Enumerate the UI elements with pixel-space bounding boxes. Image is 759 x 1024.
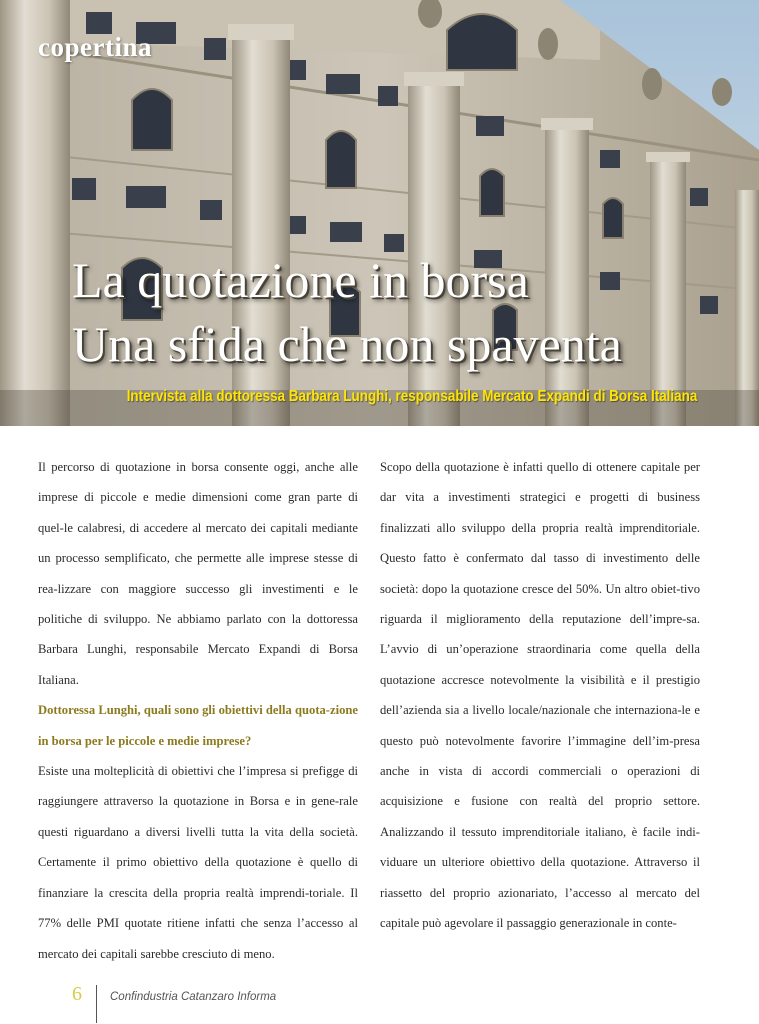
headline-line-1: La quotazione in borsa — [72, 252, 529, 308]
headline-line-2: Una sfida che non spaventa — [72, 316, 622, 372]
page-number: 6 — [72, 983, 82, 1005]
answer-paragraph-continued: Scopo della quotazione è infatti quello di ottenere capitale per dar vita a investimenti strategici e progetti di business finalizzati allo sviluppo della propria realtà imprenditoriale. Questo fatto è confermato dal tasso di investimento delle società: dopo la quotazione cresce del 50%. Un altro obiet-tivo riguarda il miglioramento della reputazione dell’impre-sa. L’avvio di un’operazione straordinaria come quella della quotazione accresce notevolmente la visibilità e il prestigio dell’azienda sia a livello locale/nazionale che internaziona-le e questo può notevolmente favorire l’immagine dell’im-presa anche in vista di accordi commerciali o operazioni di acquisizione e fusione con realtà del proprio settore. Analizzando il tessuto imprenditoriale italiano, è facile indi-viduare un ulteriore obiettivo della quotazione. Attraverso il riassetto del proprio azionariato, l’accesso al mercato del capitale può agevolare il passaggio generazionale in conte- — [380, 460, 700, 931]
footer-divider — [96, 985, 97, 1023]
intro-paragraph: Il percorso di quotazione in borsa consente oggi, anche alle imprese di piccole e medie dimensioni come gran parte di quel-le calabresi, di accedere al mercato dei capitali mediante un processo semplificato, che permette alle imprese stesse di rea-lizzare con maggiore successo gli investimenti e le politiche di sviluppo. Ne abbiamo parlato con la dottoressa Barbara Lunghi, responsabile Mercato Expandi di Borsa Italiana. — [38, 460, 358, 687]
answer-paragraph: Esiste una molteplicità di obiettivi che l’impresa si prefigge di raggiungere attraverso la quotazione in Borsa e in gene-rale questi riguardano a diversi livelli tutta la vita della società. Certamente il primo obiettivo della quotazione è quello di finanziare la crescita della propria realtà imprendi-toriale. Il 77% delle PMI quotate ritiene infatti che senza l’accesso al mercato dei capitali sarebbe cresciuto di meno. — [38, 764, 358, 961]
section-label: copertina — [38, 32, 152, 62]
article-column-left — [38, 452, 358, 969]
article-column-right — [380, 452, 700, 939]
subheadline: Intervista alla dottoressa Barbara Lunghi, responsabile Mercato Expandi di Borsa Italiana — [126, 388, 697, 405]
publication-name: Confindustria Catanzaro Informa — [110, 991, 277, 1003]
interview-question: Dottoressa Lunghi, quali sono gli obiettivi della quota-zione in borsa per le piccole e medie imprese? — [38, 703, 358, 748]
headline — [72, 248, 622, 376]
hero-image — [0, 0, 759, 426]
